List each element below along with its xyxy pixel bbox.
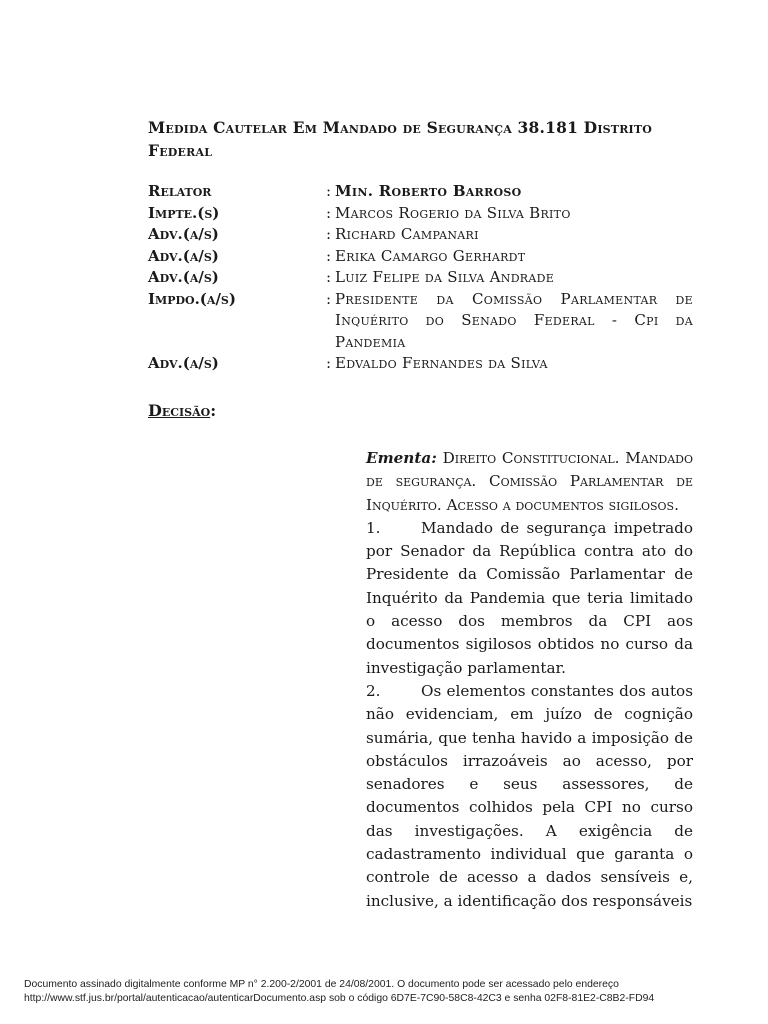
ementa-heading-paragraph [366, 447, 693, 517]
party-name: Erika Camargo Gerhardt [335, 246, 526, 265]
party-colon: : [326, 289, 332, 308]
party-name: Luiz Felipe da Silva Andrade [335, 268, 555, 286]
party-role: Adv.(a/s) [148, 354, 219, 372]
party-colon: : [326, 182, 332, 200]
ementa-item [366, 517, 693, 680]
party-role: Impdo.(a/s) [148, 289, 236, 308]
ementa-label-suffix: : [431, 449, 437, 467]
footer-line-2[interactable]: http://www.stf.jus.br/portal/autenticacao/autenticarDocumento.asp sob o código 6D7E-7C90-58C8-42C3 e senha 02F8-81E2-C8B2-FD94 [24, 993, 655, 1004]
party-role: Adv.(a/s) [148, 225, 219, 243]
party-colon: : [326, 268, 332, 286]
ementa-item [366, 680, 693, 913]
party-role: Relator [148, 182, 212, 200]
decision-label: Decisão [148, 401, 211, 420]
footer-line-1: Documento assinado digitalmente conforme MP n° 2.200-2/2001 de 24/08/2001. O documento pode ser acessado pelo endereço [24, 979, 619, 990]
ementa-item-text: Os elementos constantes dos autos não evidenciam, em juízo de cognição sumária, que tenha havido a imposição de obstáculos irrazoáveis ao acesso, por senadores e seus assessores, de documentos colhidos pela CPI no curso das investigações. A exigência de cadastramento individual que garanta o controle de acesso a dados sensíveis e, inclusive, a identificação dos responsáveis [366, 681, 693, 910]
ementa-block [366, 447, 693, 913]
party-row [148, 289, 693, 354]
party-name: Edvaldo Fernandes da Silva [335, 354, 548, 372]
party-row [148, 181, 693, 203]
party-row [148, 353, 693, 375]
document-title: Medida Cautelar Em Mandado de Segurança 38.181 Distrito Federal [148, 118, 653, 160]
ementa-item-text: Mandado de segurança impetrado por Senador da República contra ato do Presidente da Comissão Parlamentar de Inquérito da Pandemia que teria limitado o acesso dos membros da CPI aos documentos sigilosos obtidos no curso da investigação parlamentar. [366, 518, 693, 677]
ementa-label [366, 449, 437, 467]
party-name: Min. Roberto Barroso [335, 182, 522, 200]
party-name: Richard Campanari [335, 225, 479, 243]
decision-heading [148, 401, 216, 420]
party-role: Adv.(a/s) [148, 246, 219, 265]
party-role: Adv.(a/s) [148, 268, 219, 286]
ementa-item-number: 2. [366, 681, 381, 700]
ementa-item-number: 1. [366, 518, 381, 537]
parties-list [148, 181, 693, 375]
ementa-heading: Direito Constitucional. Mandado de segurança. Comissão Parlamentar de Inquérito. Acesso a documentos sigilosos. [366, 449, 693, 514]
party-role: Impte.(s) [148, 203, 220, 222]
party-row [148, 246, 693, 268]
signature-footer [24, 978, 754, 1006]
decision-suffix: : [210, 401, 217, 420]
party-name: Presidente da Comissão Parlamentar de Inquérito do Senado Federal - Cpi da Pandemia [335, 289, 693, 351]
party-colon: : [326, 246, 332, 265]
party-row [148, 224, 693, 246]
party-row [148, 267, 693, 289]
party-row [148, 203, 693, 225]
party-name: Marcos Rogerio da Silva Brito [335, 203, 571, 222]
ementa-label-text: Ementa [366, 449, 432, 467]
party-colon: : [326, 203, 332, 222]
party-colon: : [326, 354, 332, 372]
party-colon: : [326, 225, 332, 243]
